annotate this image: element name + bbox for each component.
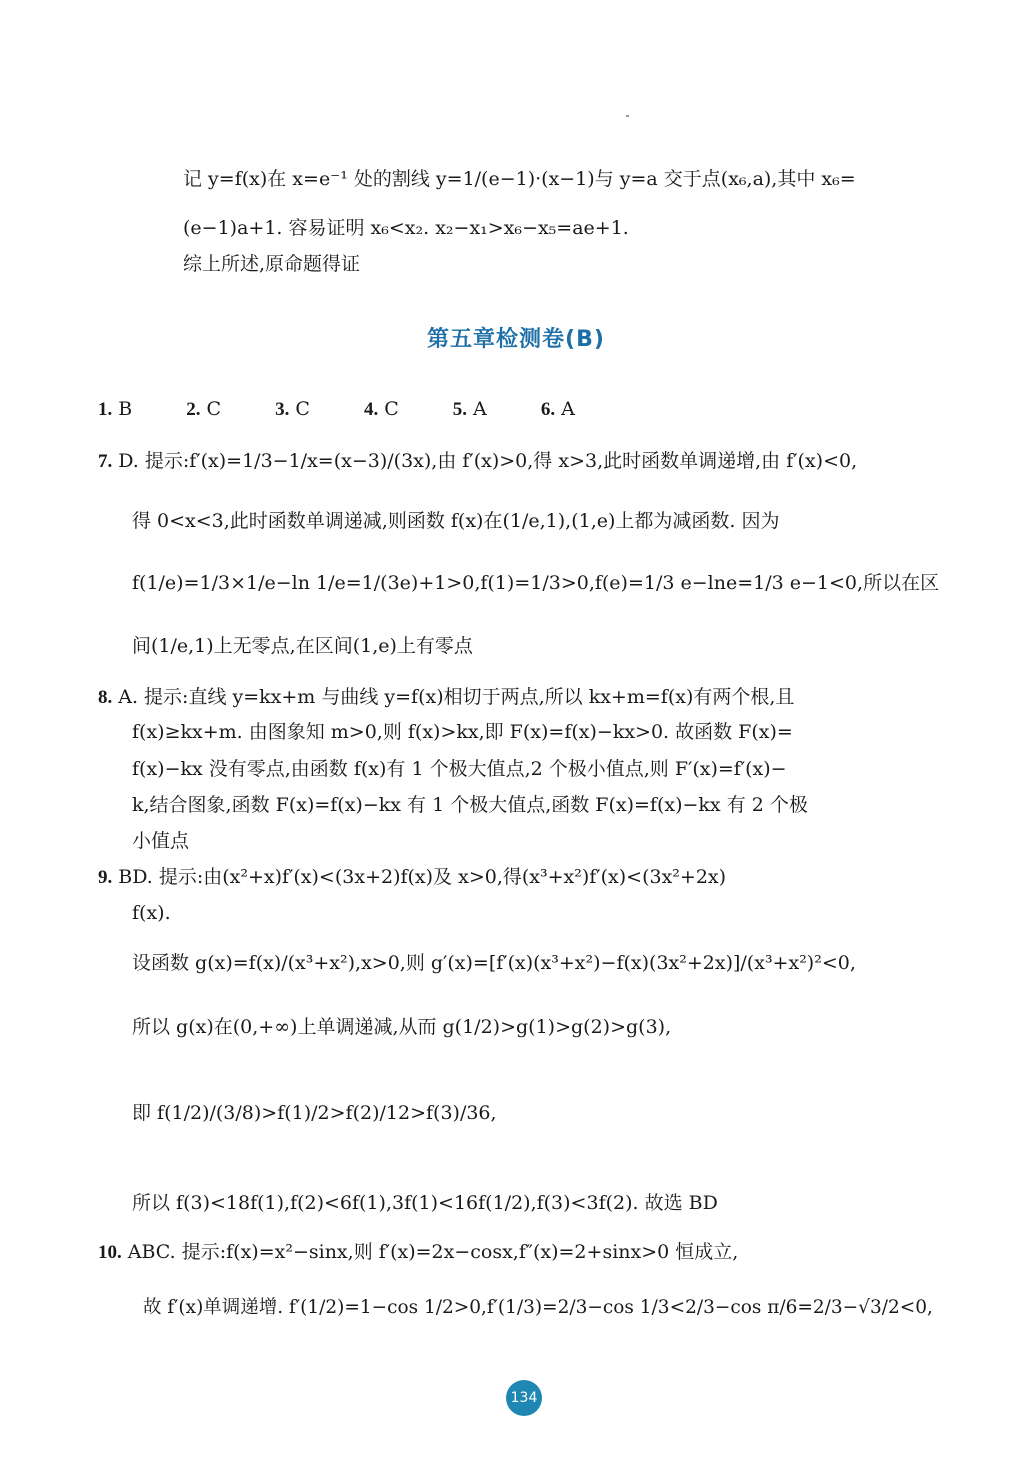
q9-line-6: 所以 f(3)<18f(1),f(2)<6f(1),3f(1)<16f(1/2),f(3)<3f(2). 故选 BD — [132, 1192, 718, 1214]
q7-line-1: 7. D. 提示:f′(x)=1/3−1/x=(x−3)/(3x),由 f′(x)>0,得 x>3,此时函数单调递增,由 f′(x)<0, — [98, 450, 858, 472]
q8-line-1: 8. A. 提示:直线 y=kx+m 与曲线 y=f(x)相切于两点,所以 kx+m=f(x)有两个根,且 — [98, 686, 795, 708]
q7-line-4: 间(1/e,1)上无零点,在区间(1,e)上有零点 — [132, 635, 473, 657]
answer-list — [98, 398, 623, 421]
section-title: 第五章检测卷(B) — [427, 327, 605, 352]
q7-line-2: 得 0<x<3,此时函数单调递减,则函数 f(x)在(1/e,1),(1,e)上都为减函数. 因为 — [132, 510, 780, 532]
q9-number: 9. — [98, 867, 113, 888]
q7-line-3: f(1/e)=1/3×1/e−ln 1/e=1/(3e)+1>0,f(1)=1/3>0,f(e)=1/3 e−lne=1/3 e−1<0,所以在区 — [132, 572, 940, 594]
page-number-badge: 134 — [506, 1380, 542, 1416]
q10-number: 10. — [98, 1242, 122, 1263]
q9-line-2: f(x). — [132, 902, 171, 924]
q8-line-3: f(x)−kx 没有零点,由函数 f(x)有 1 个极大值点,2 个极小值点,则 F′(x)=f′(x)− — [132, 758, 787, 780]
answer-item: 5. A — [452, 398, 487, 420]
answer-item: 2. C — [186, 398, 222, 420]
q10-line-2: 故 f′(x)单调递增. f′(1/2)=1−cos 1/2>0,f′(1/3)=2/3−cos 1/3<2/3−cos π/6=2/3−√3/2<0, — [143, 1297, 933, 1318]
answer-item: 1. B — [98, 398, 133, 420]
q9-line-1: 9. BD. 提示:由(x²+x)f′(x)<(3x+2)f(x)及 x>0,得(x³+x²)f′(x)<(3x²+2x) — [98, 866, 727, 888]
scan-speck — [626, 115, 629, 117]
q8-line-4: k,结合图象,函数 F(x)=f(x)−kx 有 1 个极大值点,函数 F(x)=f(x)−kx 有 2 个极 — [132, 794, 808, 816]
q8-line-2: f(x)≥kx+m. 由图象知 m>0,则 f(x)>kx,即 F(x)=f(x)−kx>0. 故函数 F(x)= — [132, 721, 793, 743]
q9-line-3: 设函数 g(x)=f(x)/(x³+x²),x>0,则 g′(x)=[f′(x)(x³+x²)−f(x)(3x²+2x)]/(x³+x²)²<0, — [132, 952, 856, 974]
answer-item: 4. C — [363, 398, 399, 420]
answer-item: 3. C — [275, 398, 310, 420]
q9-line-5: 即 f(1/2)/(3/8)>f(1)/2>f(2)/12>f(3)/36, — [132, 1102, 497, 1124]
intro-line-1: 记 y=f(x)在 x=e⁻¹ 处的割线 y=1/(e−1)·(x−1)与 y=a 交于点(x₆,a),其中 x₆= — [183, 168, 856, 190]
answer-item: 6. A — [540, 398, 575, 420]
intro-line-3: 综上所述,原命题得证 — [183, 253, 361, 275]
q10-line-1: 10. ABC. 提示:f(x)=x²−sinx,则 f′(x)=2x−cosx,f″(x)=2+sinx>0 恒成立, — [98, 1241, 739, 1263]
q8-number: 8. — [98, 687, 113, 708]
q8-line-5: 小值点 — [132, 830, 190, 852]
q7-number: 7. — [98, 451, 113, 472]
q9-line-4: 所以 g(x)在(0,+∞)上单调递减,从而 g(1/2)>g(1)>g(2)>g(3), — [132, 1016, 672, 1038]
intro-line-2: (e−1)a+1. 容易证明 x₆<x₂. x₂−x₁>x₆−x₅=ae+1. — [183, 217, 629, 239]
